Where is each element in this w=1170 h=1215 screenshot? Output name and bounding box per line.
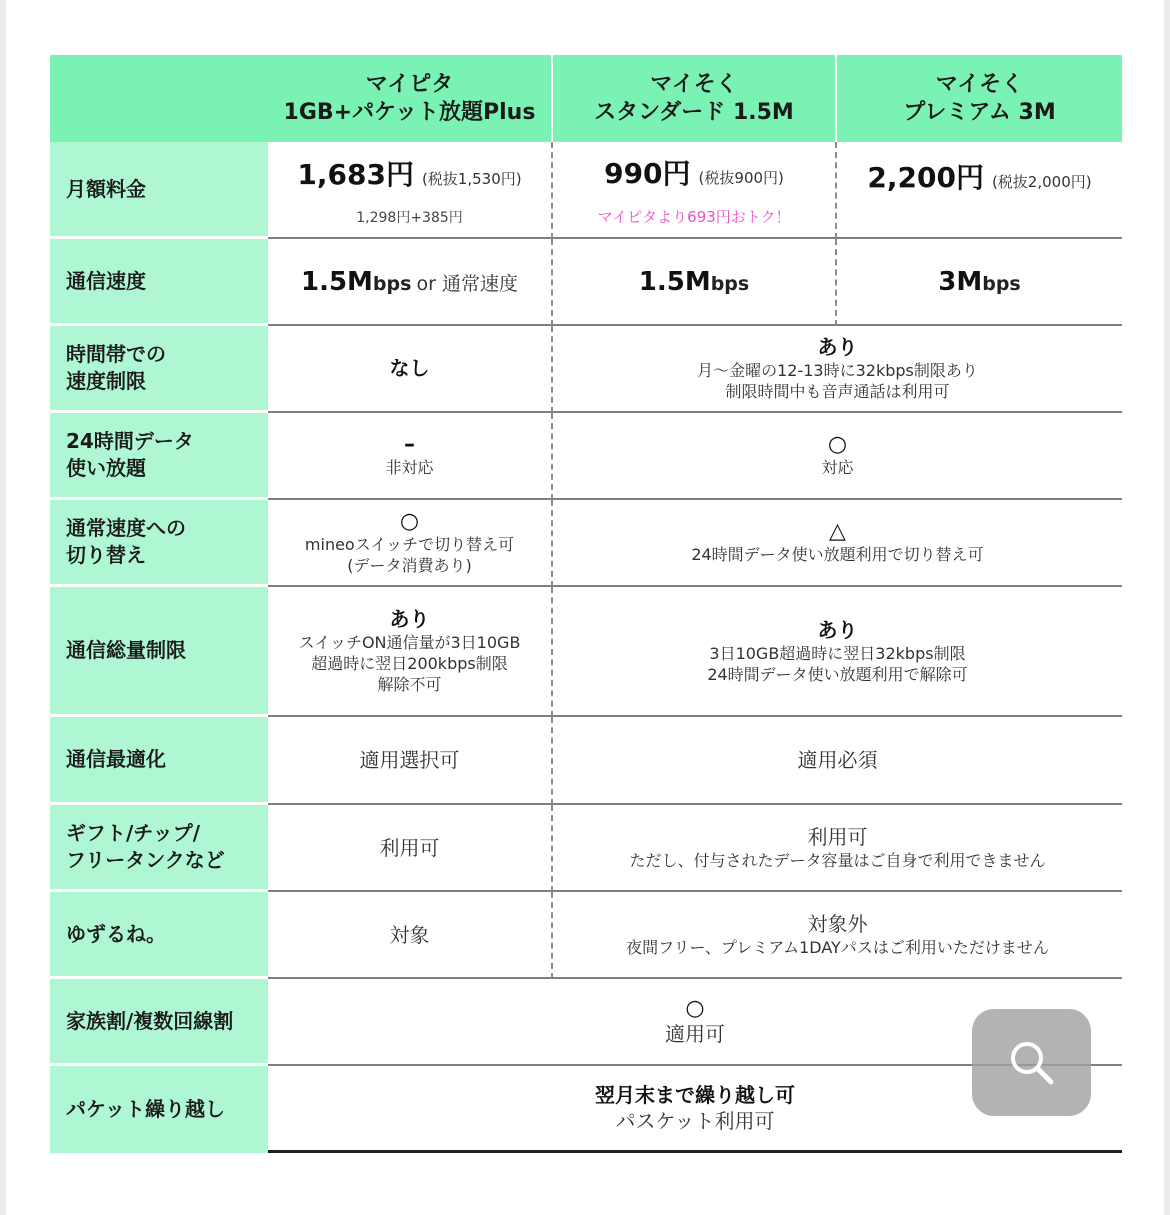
plan-comparison-table (50, 55, 1122, 1153)
speed-premium: 3Mbps (835, 239, 1122, 326)
row-label-family-discount: 家族割/複数回線割 (50, 979, 268, 1066)
gift-mysoku: 利用可 ただし、付与されたデータ容量はご自身で利用できません (551, 805, 1122, 892)
carryover-all: 翌月末まで繰り越し可 パスケット利用可 (268, 1066, 1122, 1153)
monthly-fee-mypita (268, 142, 551, 239)
header-plan-detail: 1GB+パケット放題Plus (283, 99, 536, 125)
circle-symbol: ○ (827, 432, 848, 457)
header-corner (50, 55, 268, 142)
header-plan-name: マイそく (650, 71, 738, 97)
row-label-24h-unlimited: 24時間データ 使い放題 (50, 413, 268, 500)
header-plan-mysoku-premium (835, 55, 1122, 142)
circle-symbol: ○ (399, 508, 420, 534)
optimization-mysoku: 適用必須 (551, 717, 1122, 805)
unlimited24-mypita: – 非対応 (268, 413, 551, 500)
price: 2,200円 (867, 161, 984, 194)
volume-limit-mysoku: あり 3日10GB超過時に翌日32kbps制限 24時間データ使い放題利用で解除可 (551, 587, 1122, 717)
left-frame-edge (0, 0, 6, 1215)
unlimited24-mysoku: ○ 対応 (551, 413, 1122, 500)
zoom-button[interactable] (972, 1009, 1091, 1116)
header-plan-mypita (268, 55, 551, 142)
magnifier-icon (1005, 1036, 1059, 1090)
triangle-symbol: △ (829, 519, 846, 544)
monthly-fee-premium (835, 142, 1122, 239)
volume-limit-mypita: あり スイッチON通信量が3日10GB 超過時に翌日200kbps制限 解除不可 (268, 587, 551, 717)
discount-note: マイピタより693円おトク！ (597, 208, 791, 226)
header-plan-detail: プレミアム 3M (903, 99, 1056, 125)
row-label-volume-limit: 通信総量制限 (50, 587, 268, 717)
gift-mypita: 利用可 (268, 805, 551, 892)
tax-excluded-price: (税抜2,000円) (991, 173, 1092, 191)
price: 990円 (604, 157, 691, 190)
monthly-fee-standard (551, 142, 835, 239)
tax-excluded-price: (税抜900円) (698, 169, 784, 187)
row-label-gift: ギフト/チップ/ フリータンクなど (50, 805, 268, 892)
row-label-monthly-fee: 月額料金 (50, 142, 268, 239)
header-plan-mysoku-standard (551, 55, 835, 142)
tax-excluded-price: (税抜1,530円) (421, 169, 522, 188)
family-discount-all: ○ 適用可 (268, 979, 1122, 1066)
switch-mysoku: △ 24時間データ使い放題利用で切り替え可 (551, 500, 1122, 587)
row-label-optimization: 通信最適化 (50, 717, 268, 805)
price-breakdown: 1,298円+385円 (356, 209, 463, 226)
circle-symbol: ○ (685, 995, 705, 1021)
right-frame-edge (1164, 0, 1170, 1215)
dash-symbol: – (404, 432, 415, 457)
time-limit-mysoku: あり 月～金曜の12-13時に32kbps制限あり 制限時間中も音声通話は利用可 (551, 326, 1122, 413)
price: 1,683円 (297, 157, 414, 191)
header-plan-name: マイそく (935, 71, 1024, 97)
yuzurune-mypita: 対象 (268, 892, 551, 979)
switch-mypita: ○ mineoスイッチで切り替え可 (データ消費あり) (268, 500, 551, 587)
optimization-mypita: 適用選択可 (268, 717, 551, 805)
row-label-yuzurune: ゆずるね。 (50, 892, 268, 979)
time-limit-mypita: なし (268, 326, 551, 413)
yuzurune-mysoku: 対象外 夜間フリー、プレミアム1DAYパスはご利用いただけません (551, 892, 1122, 979)
speed-mypita: 1.5Mbps or 通常速度 (268, 239, 551, 326)
row-label-carryover: パケット繰り越し (50, 1066, 268, 1153)
header-plan-name: マイピタ (365, 71, 454, 97)
row-label-time-limit: 時間帯での 速度制限 (50, 326, 268, 413)
header-plan-detail: スタンダード 1.5M (594, 99, 794, 125)
row-label-speed: 通信速度 (50, 239, 268, 326)
speed-standard: 1.5Mbps (551, 239, 835, 326)
row-label-switch: 通常速度への 切り替え (50, 500, 268, 587)
